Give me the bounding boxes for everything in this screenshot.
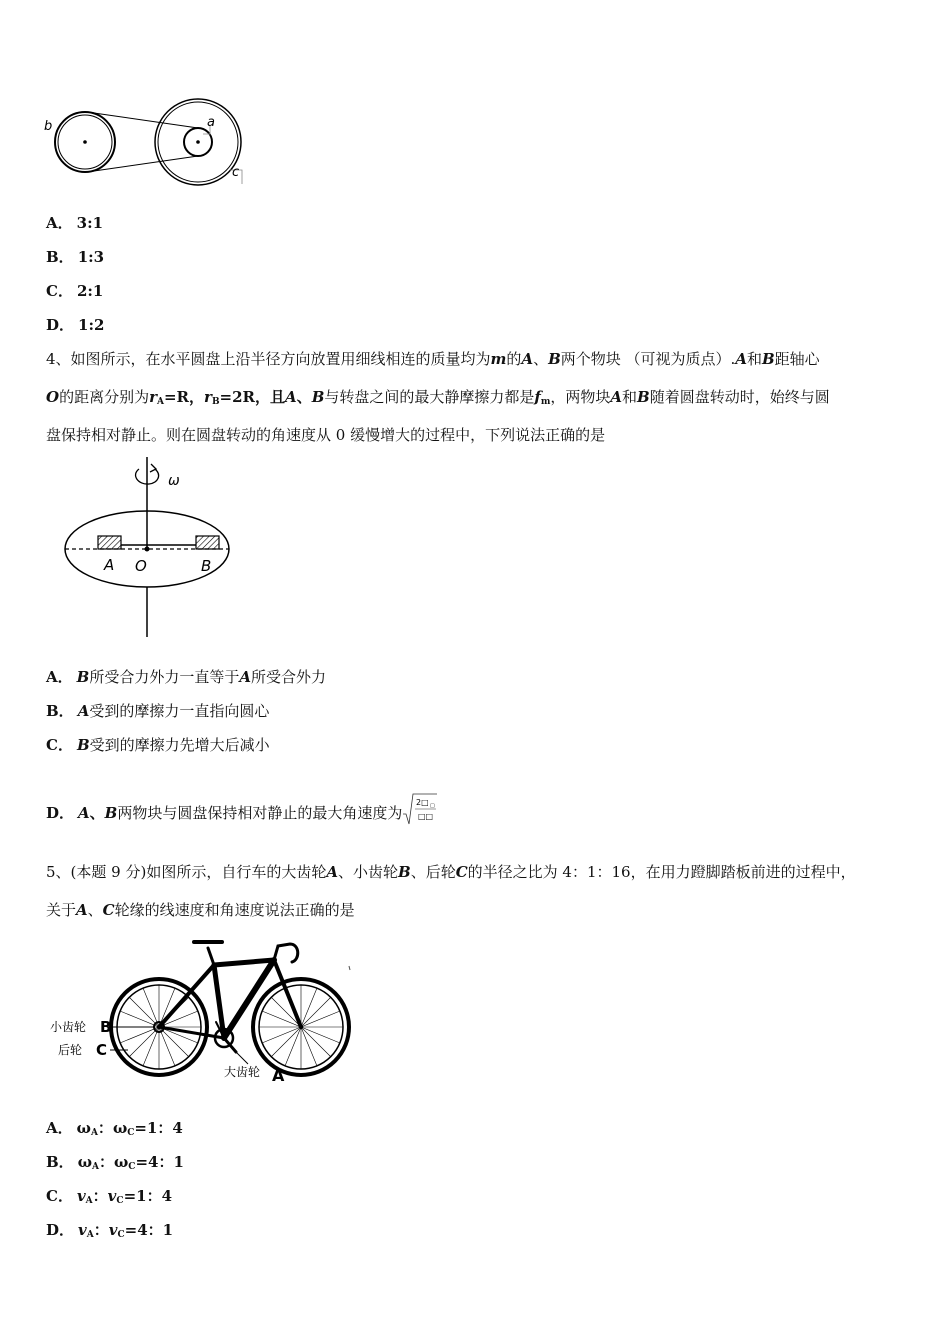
q4-option-a[interactable]: A． B所受合力外力一直等于A所受合外力 bbox=[46, 668, 326, 686]
sqrt-expression bbox=[402, 792, 438, 826]
rear-wheel-label: 后轮 bbox=[58, 1043, 83, 1057]
rear-wheel-letter: C bbox=[96, 1041, 108, 1059]
q5-stem-line2: 关于A、C轮缘的线速度和角速度说法正确的是 bbox=[46, 901, 355, 919]
omega-label: ω bbox=[168, 473, 180, 489]
q4-option-c[interactable]: C． B受到的摩擦力先增大后减小 bbox=[46, 736, 270, 754]
pulley-figure bbox=[40, 92, 250, 192]
pulley-a-center bbox=[196, 140, 200, 144]
label-A: A bbox=[104, 556, 115, 574]
label-c: c bbox=[232, 165, 240, 180]
q3-option-b[interactable]: B． 1:3 bbox=[46, 248, 105, 266]
center-o bbox=[145, 547, 150, 552]
belt-top bbox=[87, 112, 198, 128]
q3-option-d[interactable]: D． 1:2 bbox=[46, 316, 105, 334]
label-a: a bbox=[207, 115, 215, 130]
pulley-b-center bbox=[83, 140, 87, 144]
block-b bbox=[196, 536, 219, 549]
q5-option-a[interactable]: A． $\omega_A$：$\omega_C=1$：4 bbox=[46, 1119, 183, 1138]
q3-option-c[interactable]: C． 2:1 bbox=[46, 282, 104, 300]
block-a bbox=[98, 536, 121, 549]
q4-stem-line2: O的距离分别为$r_A=R$，$r_B=2R$，且A、B与转盘之间的最大静摩擦力都是$f_m$，两物块A和B随着圆盘转动时，始终与圆 bbox=[46, 388, 830, 407]
sqrt-top: 2□ bbox=[416, 798, 430, 807]
q4-option-d[interactable]: D． A、B两物块与圆盘保持相对静止的最大角速度为 2□ □ □□ bbox=[46, 792, 438, 826]
q5-option-c[interactable]: C． $v_A$：$v_C=1$：4 bbox=[46, 1187, 173, 1206]
label-B: B bbox=[201, 557, 212, 575]
q4-stem-line1: 4、如图所示，在水平圆盘上沿半径方向放置用细线相连的质量均为m的A、B两个物块 （可视为质点）.A和B距轴心 bbox=[46, 350, 820, 368]
big-gear-letter: A bbox=[272, 1066, 285, 1085]
q3-option-a[interactable]: A． 3:1 bbox=[46, 214, 104, 232]
q5-stem-line1: 5、(本题 9 分)如图所示，自行车的大齿轮A、小齿轮B、后轮C的半径之比为 4：1：16，在用力蹬脚踏板前进的过程中， bbox=[46, 863, 856, 881]
belt-bottom bbox=[87, 156, 198, 172]
label-b: b bbox=[44, 119, 53, 134]
bicycle-figure bbox=[46, 930, 356, 1090]
sqrt-bottom: □□ bbox=[418, 812, 434, 821]
q5-option-d[interactable]: D． $v_A$：$v_C=4$：1 bbox=[46, 1221, 174, 1240]
q5-option-b[interactable]: B． $\omega_A$：$\omega_C=4$：1 bbox=[46, 1153, 184, 1172]
label-O: O bbox=[135, 557, 147, 575]
big-gear-label: 大齿轮 bbox=[224, 1065, 261, 1079]
q4-stem-line3: 盘保持相对静止。则在圆盘转动的角速度从 0 缓慢增大的过程中，下列说法正确的是 bbox=[46, 426, 606, 444]
small-gear-letter: B bbox=[100, 1018, 112, 1036]
sqrt-top-sub: □ bbox=[430, 803, 436, 809]
disc-figure bbox=[58, 455, 238, 640]
q4-option-b[interactable]: B． A受到的摩擦力一直指向圆心 bbox=[46, 702, 270, 720]
small-gear-label: 小齿轮 bbox=[50, 1020, 87, 1034]
